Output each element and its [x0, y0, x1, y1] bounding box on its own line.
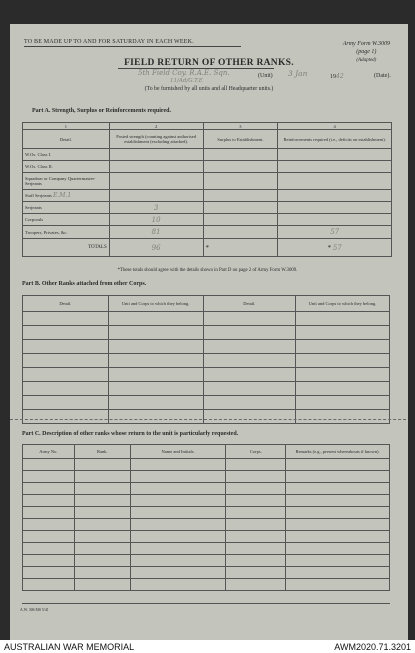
totals-posted: 96 [109, 239, 203, 257]
table-row [23, 531, 390, 543]
table-row [23, 519, 390, 531]
posted-cell: 3 [109, 202, 203, 214]
table-row [23, 459, 390, 471]
column-header: Reinforcements required (i.e., deficits on establishment). [278, 130, 392, 149]
reinforcement-cell [278, 202, 392, 214]
table-row [23, 149, 392, 161]
table-row [23, 354, 390, 368]
reinforcement-cell [278, 190, 392, 202]
row-label-text: Staff Serjeants [25, 193, 52, 198]
table-row [23, 555, 390, 567]
column-header: Unit and Corps to which they belong. [108, 296, 203, 312]
table-row [23, 368, 390, 382]
surplus-cell [203, 149, 278, 161]
column-header: Unit and Corps to which they belong. [296, 296, 390, 312]
table-row [23, 226, 392, 239]
part-a-table [22, 122, 392, 257]
part-c-table [22, 444, 390, 591]
table-row [23, 471, 390, 483]
reinforcement-cell [278, 214, 392, 226]
totals-marker: * [205, 243, 209, 252]
print-code: A.W. 306 MS 5/41 [20, 608, 49, 612]
form-adapted: (Adapted) [356, 58, 377, 63]
form-page: (page 1) [356, 49, 377, 55]
instruction-underline [24, 46, 241, 47]
totals-label: TOTALS [23, 239, 110, 257]
part-b-table [22, 295, 390, 424]
table-row [23, 202, 392, 214]
row-label: Corporals [23, 214, 110, 226]
column-header: Posted strength (counting against authorised establishment (excluding attached). [109, 130, 203, 149]
form-title: FIELD RETURN OF OTHER RANKS. [124, 58, 294, 68]
row-label: Serjeants [23, 202, 110, 214]
totals-note: *These totals should agree with the details shown in Part D on page 2 of Army Form W.3009. [117, 268, 298, 273]
table-row [23, 543, 390, 555]
date-handwritten: 3 Jan [288, 69, 308, 78]
posted-cell [109, 173, 203, 190]
archive-footer [0, 640, 415, 653]
row-label [23, 190, 110, 202]
year-handwritten: 42 [336, 73, 344, 80]
table-row [23, 495, 390, 507]
date-label: (Date). [374, 73, 391, 79]
table-row [23, 340, 390, 354]
column-header: Name and Initials. [130, 445, 226, 459]
posted-cell: 10 [109, 214, 203, 226]
row-label: W.Os. Class II. [23, 161, 110, 173]
part-b-title: Part B. Other Ranks attached from other Corps. [22, 281, 147, 287]
part-c-title: Part C. Description of other ranks whose return to the unit is particularly requested. [22, 431, 239, 437]
surplus-cell [203, 214, 278, 226]
table-row [23, 173, 392, 190]
table-row [23, 326, 390, 340]
perforation-line [10, 419, 406, 420]
posted-cell [109, 149, 203, 161]
table-row [23, 382, 390, 396]
reinforcement-cell [278, 149, 392, 161]
staff-sgt-annotation: E.M.1 [53, 192, 72, 199]
furnish-note: (To be furnished by all units and all Headquarter units.) [144, 86, 274, 92]
surplus-cell [203, 190, 278, 202]
part-a-title: Part A. Strength, Surplus or Reinforcements required. [32, 108, 171, 114]
column-header: Detail. [23, 296, 109, 312]
row-label: W.Os. Class I. [23, 149, 110, 161]
column-header: Remarks (e.g., present whereabouts if known). [286, 445, 390, 459]
table-row [23, 410, 390, 424]
surplus-cell [203, 161, 278, 173]
posted-cell [109, 190, 203, 202]
column-header: Rank. [74, 445, 130, 459]
unit-handwritten: 5th Field Coy. R.A.E. Sqn. [138, 69, 230, 77]
column-header: Surplus to Establishment. [203, 130, 278, 149]
column-header: Detail. [203, 296, 296, 312]
surplus-cell [203, 226, 278, 239]
table-row [23, 190, 392, 202]
col-number: 2 [109, 123, 203, 130]
reinforcement-cell: 57 [278, 226, 392, 239]
table-row [23, 507, 390, 519]
table-row [23, 567, 390, 579]
table-row [23, 396, 390, 410]
totals-reinforcement-value: 57 [332, 243, 342, 252]
row-label: Troopers, Privates, &c. [23, 226, 110, 239]
col-number: 4 [278, 123, 392, 130]
column-header: Army No. [23, 445, 75, 459]
totals-marker: * [327, 243, 332, 252]
table-row [23, 214, 392, 226]
totals-row [23, 239, 392, 257]
col-number: 3 [203, 123, 278, 130]
unit-label: (Unit) [258, 73, 273, 79]
year-field [330, 73, 344, 80]
footer-institution: AUSTRALIAN WAR MEMORIAL [4, 641, 135, 652]
instruction-note: TO BE MADE UP TO AND FOR SATURDAY IN EACH WEEK. [24, 39, 194, 45]
table-row [23, 312, 390, 326]
col-number: 1 [23, 123, 110, 130]
totals-surplus [203, 239, 278, 257]
surplus-cell [203, 202, 278, 214]
table-row [23, 483, 390, 495]
column-header: Detail. [23, 130, 110, 149]
bottom-rule [22, 603, 390, 604]
table-row [23, 579, 390, 591]
table-row [23, 161, 392, 173]
unit-handwritten-second: 11/Ad/G.T.E [170, 78, 203, 84]
form-number: Army Form W.3009 [342, 41, 390, 47]
totals-reinforcement [278, 239, 392, 257]
posted-cell [109, 161, 203, 173]
surplus-cell [203, 173, 278, 190]
year-prefix: 19 [330, 74, 336, 80]
reinforcement-cell [278, 173, 392, 190]
footer-accession-number: AWM2020.71.3201 [334, 641, 411, 652]
column-header: Corps. [226, 445, 286, 459]
reinforcement-cell [278, 161, 392, 173]
posted-cell: 81 [109, 226, 203, 239]
row-label: Squadron or Company Quartermaster-Serjeants [23, 173, 110, 190]
